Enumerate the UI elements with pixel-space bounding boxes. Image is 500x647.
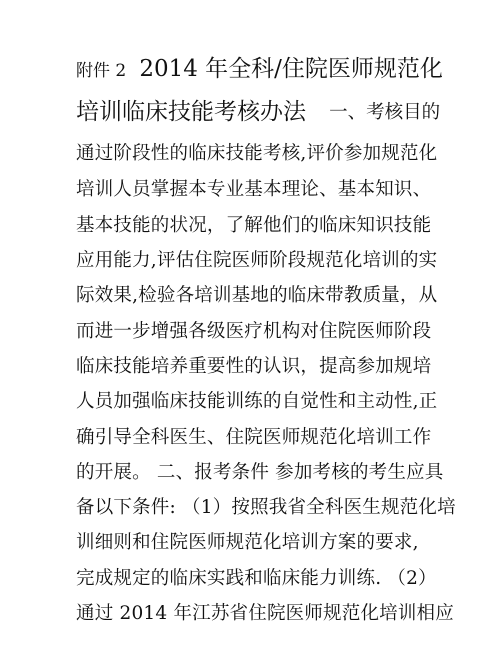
body-line: 临床技能培养重要性的认识，提高参加规培 — [76, 356, 432, 377]
body-line: 的开展。 二、报考条件 参加考核的考生应具 — [76, 462, 444, 483]
section-heading-purpose: 一、考核目的 — [329, 102, 441, 123]
title-row — [76, 50, 443, 84]
body-line: 备以下条件: （1）按照我省全科医生规范化培 — [76, 497, 456, 518]
document-title-line-2: 培训临床技能考核办法 — [76, 99, 306, 125]
attachment-label: 附件 2 — [76, 61, 127, 81]
body-line: 训细则和住院医师规范化培训方案的要求, — [76, 532, 419, 553]
body-line: 完成规定的临床实践和临床能力训练. （2） — [76, 568, 437, 589]
document-title-line-1: 2014 年全科/住院医师规范化 — [139, 56, 443, 82]
body-line: 人员加强临床技能训练的自觉性和主动性,正 — [76, 391, 438, 412]
body-line: 确引导全科医生、住院医师规范化培训工作 — [76, 427, 432, 448]
body-line: 培训人员掌握本专业基本理论、基本知识、 — [76, 179, 432, 200]
title-row-2 — [76, 93, 441, 127]
body-line: 际效果,检验各培训基地的临床带教质量，从 — [76, 285, 438, 306]
body-line: 而进一步增强各级医疗机构对住院医师阶段 — [76, 321, 432, 342]
body-line: 基本技能的状况，了解他们的临床知识技能 — [76, 215, 432, 236]
body-line: 应用能力,评估住院医师阶段规范化培训的实 — [76, 250, 438, 271]
body-line: 通过阶段性的临床技能考核,评价参加规范化 — [76, 143, 438, 164]
body-line: 通过 2014 年江苏省住院医师规范化培训相应 — [76, 603, 454, 624]
